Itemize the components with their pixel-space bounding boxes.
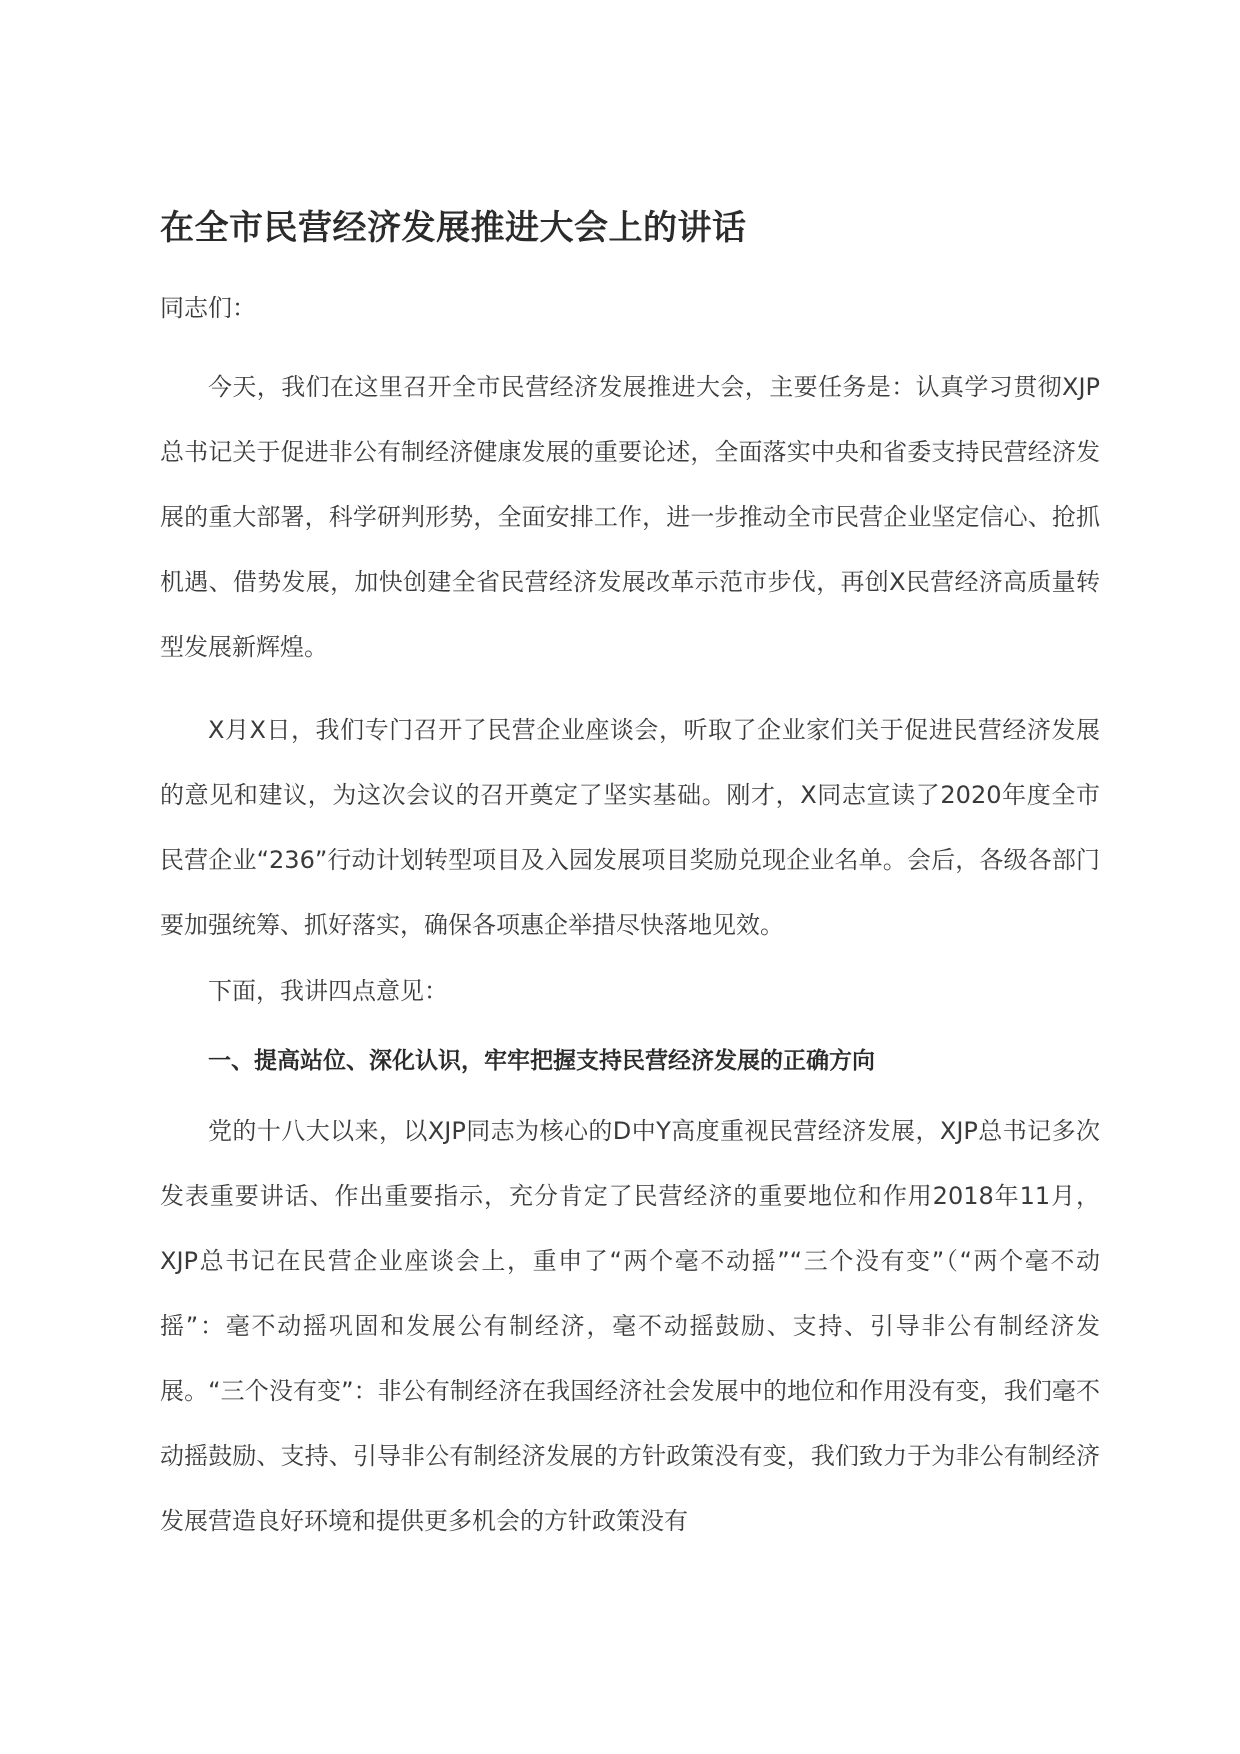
- paragraph-opening: 今天，我们在这里召开全市民营经济发展推进大会，主要任务是：认真学习贯彻XJP总书记关于促进非公有制经济健康发展的重要论述，全面落实中央和省委支持民营经济发展的重大部署，科学研判形势，全面安排工作，进一步推动全市民营企业坚定信心、抢抓机遇、借势发展，加快创建全省民营经济发展改革示范市步伐，再创X民营经济高质量转型发展新辉煌。: [160, 373, 1100, 661]
- section-heading-one: 一、提高站位、深化认识，牢牢把握支持民营经济发展的正确方向: [208, 1048, 875, 1074]
- salutation: 同志们：: [160, 294, 256, 322]
- paragraph-meeting-review: X月X日，我们专门召开了民营企业座谈会，听取了企业家们关于促进民营经济发展的意见和建议，为这次会议的召开奠定了坚实基础。刚才，X同志宣读了2020年度全市民营企业“236”行动计划转型项目及入园发展项目奖励兑现企业名单。会后，各级各部门要加强统筹、抓好落实，确保各项惠企举措尽快落地见效。: [160, 716, 1100, 939]
- document-title: 在全市民营经济发展推进大会上的讲话: [160, 208, 747, 248]
- paragraph-outline-intro: 下面，我讲四点意见：: [208, 977, 448, 1005]
- document-page: [160, 0, 1100, 1754]
- paragraph-section-one: 党的十八大以来，以XJP同志为核心的D中Y高度重视民营经济发展，XJP总书记多次发表重要讲话、作出重要指示，充分肯定了民营经济的重要地位和作用2018年11月，XJP总书记在民营企业座谈会上，重申了“两个毫不动摇”“三个没有变”（“两个毫不动摇”：毫不动摇巩固和发展公有制经济，毫不动摇鼓励、支持、引导非公有制经济发展。“三个没有变”：非公有制经济在我国经济社会发展中的地位和作用没有变，我们毫不动摇鼓励、支持、引导非公有制经济发展的方针政策没有变，我们致力于为非公有制经济发展营造良好环境和提供更多机会的方针政策没有: [160, 1117, 1100, 1535]
